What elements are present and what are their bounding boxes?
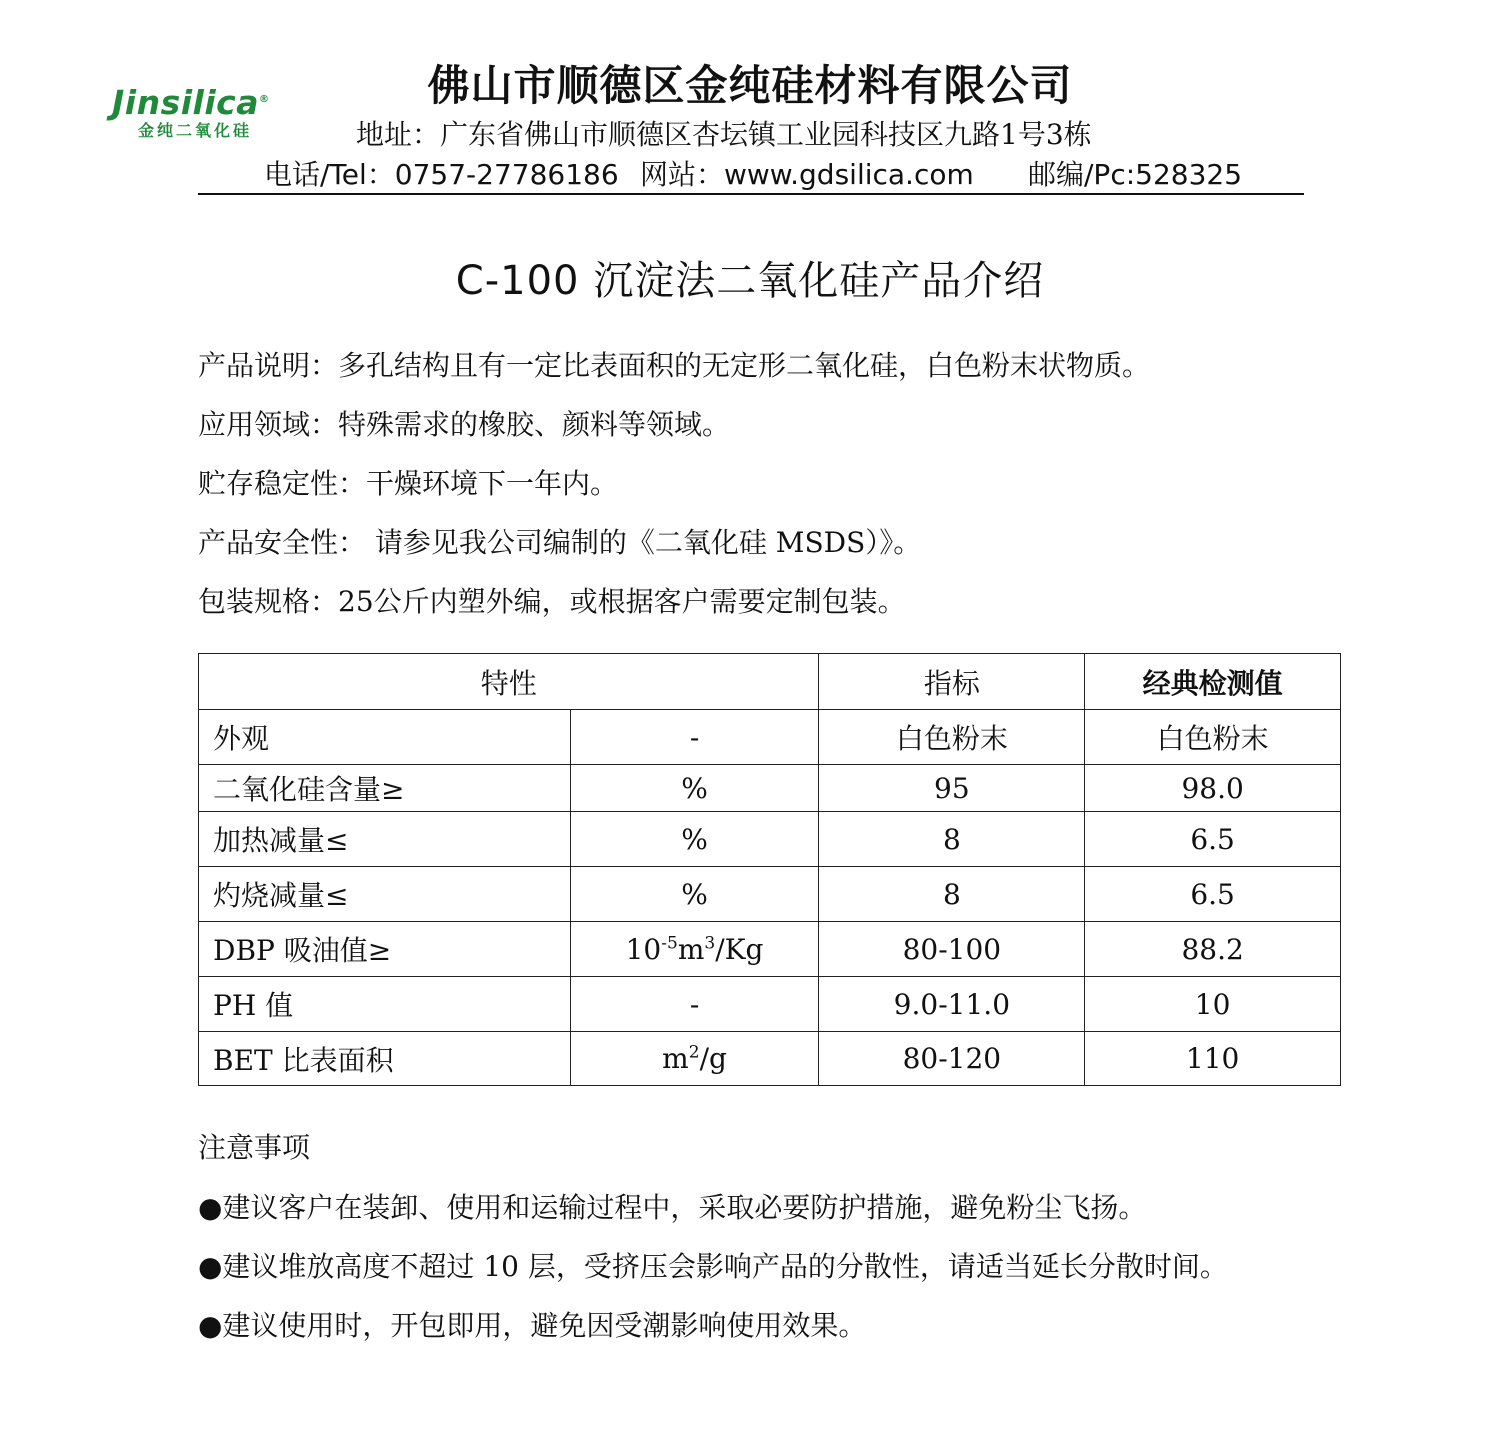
property-name: 外观 [199,710,571,765]
spec-value: 8 [819,867,1085,922]
logo [112,82,302,141]
product-safety: 产品安全性： 请参见我公司编制的《二氧化硅 MSDS）》。 [198,526,922,559]
property-name: 灼烧减量≤ [199,867,571,922]
property-unit: $m^2/g$ [570,1032,819,1086]
document-title: C-100 沉淀法二氧化硅产品介绍 [455,258,1045,304]
table-row [199,710,1341,765]
table-row [199,922,1341,977]
website: 网站：www.gdsilica.com [640,158,974,191]
property-name: 二氧化硅含量≥ [199,765,571,812]
property-unit: - [570,710,819,765]
spec-table [198,653,1341,1086]
spec-value: 9.0-11.0 [819,977,1085,1032]
property-name: 加热减量≤ [199,812,571,867]
note-item: ●建议客户在装卸、使用和运输过程中，采取必要防护措施，避免粉尘飞扬。 [198,1191,1147,1224]
registered-mark: ® [259,94,270,105]
spec-value: 80-120 [819,1032,1085,1086]
telephone: 电话/Tel：0757-27786186 [264,158,619,191]
header-divider [198,193,1304,195]
table-row [199,1032,1341,1086]
spec-value: 80-100 [819,922,1085,977]
spec-value: 95 [819,765,1085,812]
header-specification: 指标 [819,654,1085,710]
table-row [199,867,1341,922]
property-unit: % [570,765,819,812]
typical-value: 10 [1085,977,1341,1032]
property-name: DBP 吸油值≥ [199,922,571,977]
application-field: 应用领域：特殊需求的橡胶、颜料等领域。 [198,408,731,441]
property-unit: % [570,867,819,922]
property-unit: $10^{-5}m^3/Kg$ [570,922,819,977]
notes-title: 注意事项 [198,1131,311,1164]
typical-value: 6.5 [1085,867,1341,922]
typical-value: 88.2 [1085,922,1341,977]
property-name: BET 比表面积 [199,1032,571,1086]
table-row [199,977,1341,1032]
property-unit: - [570,977,819,1032]
typical-value: 98.0 [1085,765,1341,812]
company-name: 佛山市顺德区金纯硅材料有限公司 [427,61,1073,110]
contact-line [264,156,1242,194]
spec-value: 8 [819,812,1085,867]
product-description: 产品说明：多孔结构且有一定比表面积的无定形二氧化硅，白色粉末状物质。 [198,349,1151,382]
table-row [199,812,1341,867]
typical-value: 110 [1085,1032,1341,1086]
typical-value: 6.5 [1085,812,1341,867]
company-address: 地址：广东省佛山市顺德区杏坛镇工业园科技区九路1号3栋 [356,118,1092,151]
typical-value: 白色粉末 [1085,710,1341,765]
storage-stability: 贮存稳定性：干燥环境下一年内。 [198,467,619,500]
header-property: 特性 [199,654,819,710]
note-item: ●建议使用时，开包即用，避免因受潮影响使用效果。 [198,1309,867,1342]
table-row [199,765,1341,812]
postcode: 邮编/Pc:528325 [1028,158,1243,191]
property-name: PH 值 [199,977,571,1032]
logo-chinese-name: 金纯二氧化硅 [138,121,253,140]
note-item: ●建议堆放高度不超过 10 层，受挤压会影响产品的分散性，请适当延长分散时间。 [198,1250,1228,1283]
spec-value: 白色粉末 [819,710,1085,765]
property-unit: % [570,812,819,867]
table-header-row [199,654,1341,710]
packaging-spec: 包装规格：25公斤内塑外编，或根据客户需要定制包装。 [198,585,906,618]
header-typical-value: 经典检测值 [1085,654,1341,710]
logo-wordmark: Jinsilica® [112,83,270,122]
